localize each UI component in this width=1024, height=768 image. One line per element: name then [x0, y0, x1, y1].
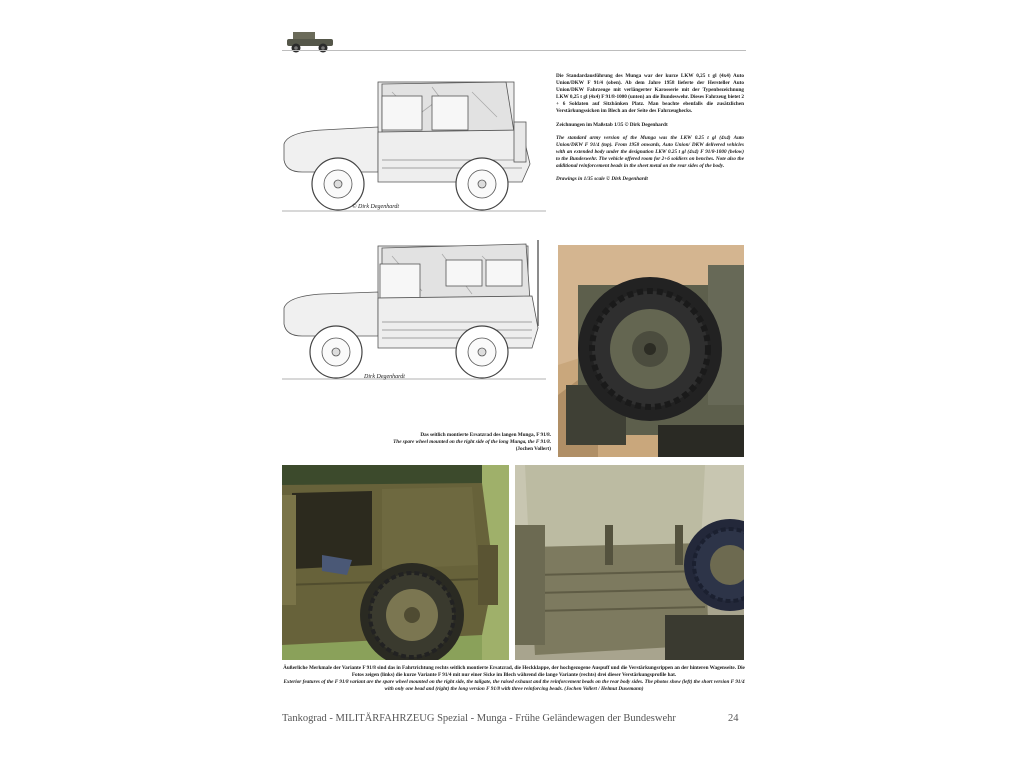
- spare-caption-credit: (Jochen Vollert): [515, 446, 551, 452]
- drawing-signature: Dirk Degenhardt: [364, 374, 405, 380]
- drawing-short-munga: [282, 72, 546, 222]
- drawing-signature: © Dirk Degenhardt: [352, 204, 399, 210]
- footer-title: Tankograd - MILITÄRFAHRZEUG Spezial - Munga - Frühe Geländewagen der Bundeswehr: [282, 713, 676, 724]
- bottom-caption: [282, 665, 746, 693]
- page-number: 24: [728, 713, 739, 724]
- german-scale-note: Zeichnungen im Maßstab 1/35 © Dirk Degenhardt: [556, 121, 668, 128]
- spare-caption-english: The spare wheel mounted on the right side of the long Munga, the F 91/8.: [393, 439, 551, 445]
- german-description: Die Standardausführung des Munga war der kurze LKW 0,25 t gl (4x4) Auto Union/DKW F 91/4 (oben). Ab dem Jahre 1958 lieferte der Hersteller Auto Union/DKW Fahrzeuge mit verlängerter Karosserie mit der Typenbezeichnung LKW 0,25 t gl (4x4) F 91/8-1000 (unten) an die Bundeswehr. Dieses Fahrzeug bietet 2 + 6 Soldaten auf Sitzbänken Platz. Man beachte ebenfalls die zusätzlichen Verstärkungssicken im Blech an der Seite des Fahrzeughecks.: [556, 73, 744, 115]
- description-text: [556, 73, 744, 189]
- bottom-caption-german: Äußerliche Merkmale der Variante F 91/8 sind das in Fahrtrichtung rechts seitlich montierte Ersatzrad, die Heckklappe, der hochgezogene Auspuff und die Verstärkungsrippen an der hinteren Wagenseite. Die Fotos zeigen (links) die kurze Variante F 91/4 mit nur einer Sicke im Blech während die lange Variante (rechts) drei dieser Verstärkungsprofile hat.: [283, 665, 745, 678]
- header-rule: [282, 50, 746, 51]
- english-scale-note: Drawings in 1/35 scale © Dirk Degenhardt: [556, 176, 648, 183]
- spare-caption-german: Das seitlich montierte Ersatzrad des langen Munga, F 91/8.: [420, 432, 551, 438]
- bottom-caption-english: Exterior features of the F 91/8 variant are the spare wheel mounted on the right side, the tailgate, the raised exhaust and the reinforcement beads on the rear body sides. The photos show (left) the short version F 91/4 with only one bead and (right) the long version F 91/8 with three reinforcing beads. (Jochen Vollert / Helmut Dusemann): [283, 679, 745, 692]
- english-description: The standard army version of the Munga was the LKW 0.25 t gl (4x4) Auto Union/DKW F 91/4 (top). From 1958 onwards, Auto Union/ DKW delivered vehicles with an extended body under the designation LKW 0.25 t gl (4x4) F 91/8-1000 (below) to the Bundeswehr. The vehicle offered room for 2+6 soldiers on benches. Note also the additional reinforcement beads in the sheet metal on the rear sides of the body.: [556, 134, 744, 170]
- photo-spare-wheel: [558, 245, 744, 457]
- drawing-long-munga: [282, 236, 546, 386]
- photo-short-munga-rear: [282, 465, 509, 660]
- photo-long-munga-rear: [515, 465, 744, 660]
- spare-wheel-caption: [330, 432, 551, 453]
